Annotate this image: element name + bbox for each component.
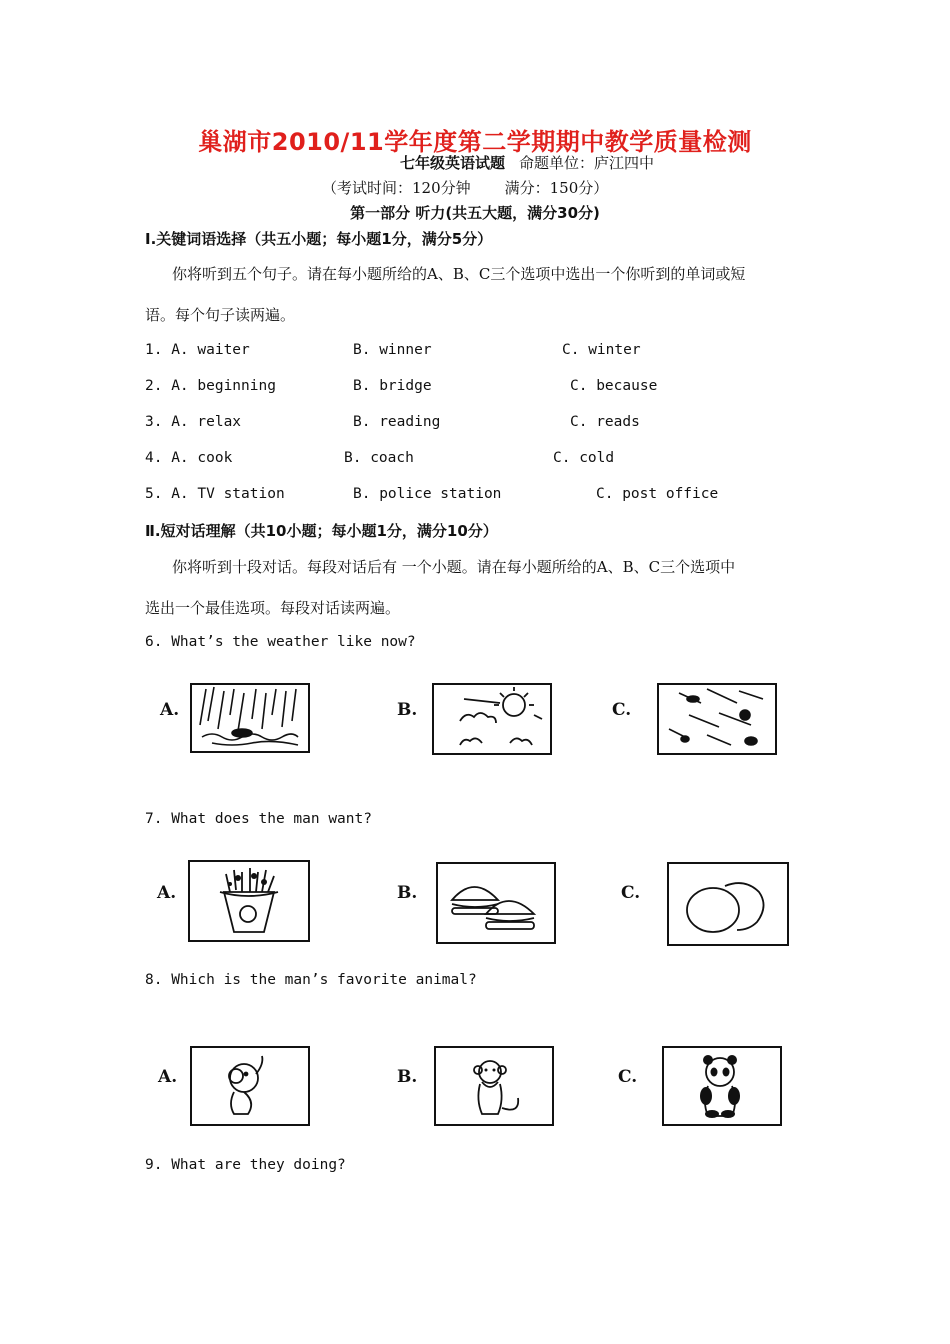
question-5 (145, 486, 865, 506)
q1-option-a[interactable]: 1. A. waiter (145, 342, 250, 358)
question-2 (145, 378, 845, 398)
q6-label-a[interactable]: A. (160, 700, 180, 720)
q5-option-b[interactable]: B. police station (353, 486, 502, 502)
q8-label-c[interactable]: C. (618, 1067, 638, 1087)
question-9: 9. What are they doing? (145, 1157, 346, 1173)
panda-icon (664, 1048, 780, 1124)
question-4 (145, 450, 845, 470)
q8-label-b[interactable]: B. (397, 1067, 418, 1087)
rain-icon (192, 685, 308, 751)
q1-option-b[interactable]: B. winner (353, 342, 432, 358)
part-one-heading: 第一部分 听力(共五大题，满分30分) (350, 204, 600, 222)
q7-label-c[interactable]: C. (621, 883, 641, 903)
monkey-icon (436, 1048, 552, 1124)
section2-heading: Ⅱ.短对话理解（共10小题；每小题1分，满分10分） (145, 522, 498, 540)
question-1 (145, 342, 845, 362)
exam-subject: 七年级英语试题 (400, 154, 506, 172)
page-title: 巢湖市2010/11学年度第二学期期中教学质量检测 (198, 128, 752, 156)
section1-heading: Ⅰ.关键词语选择（共五小题；每小题1分，满分5分） (145, 230, 493, 248)
elephant-icon (192, 1048, 308, 1124)
question-6: 6. What’s the weather like now? (145, 634, 416, 650)
q4-option-b[interactable]: B. coach (344, 450, 414, 466)
question-8: 8. Which is the man’s favorite animal? (145, 972, 477, 988)
wind-icon (659, 685, 775, 753)
monkey-picture[interactable] (434, 1046, 554, 1126)
q1-option-c[interactable]: C. winter (562, 342, 641, 358)
rainy-picture[interactable] (190, 683, 310, 753)
eggs-picture[interactable] (667, 862, 789, 946)
q2-option-c[interactable]: C. because (570, 378, 658, 394)
question-7: 7. What does the man want? (145, 811, 372, 827)
q6-label-b[interactable]: B. (397, 700, 418, 720)
q3-option-a[interactable]: 3. A. relax (145, 414, 242, 430)
q4-option-c[interactable]: C. cold (553, 450, 615, 466)
author-unit: 命题单位：庐江四中 (519, 154, 655, 172)
full-score: 满分：150分） (504, 179, 609, 197)
exam-subtitle (400, 152, 654, 173)
q5-option-c[interactable]: C. post office (596, 486, 719, 502)
q4-option-a[interactable]: 4. A. cook (145, 450, 233, 466)
q6-label-c[interactable]: C. (612, 700, 632, 720)
panda-picture[interactable] (662, 1046, 782, 1126)
q7-label-a[interactable]: A. (157, 883, 177, 903)
elephant-picture[interactable] (190, 1046, 310, 1126)
fries-picture[interactable] (188, 860, 310, 942)
q2-option-a[interactable]: 2. A. beginning (145, 378, 276, 394)
exam-time: （考试时间：120分钟 (322, 179, 471, 197)
q3-option-b[interactable]: B. reading (353, 414, 441, 430)
hamburgers-picture[interactable] (436, 862, 556, 944)
section1-instruction-2: 语。每个句子读两遍。 (145, 306, 296, 324)
q8-label-a[interactable]: A. (158, 1067, 178, 1087)
section2-instruction-1: 你将听到十段对话。每段对话后有 一个小题。请在每小题所给的A、B、C三个选项中 (172, 558, 736, 576)
q3-option-c[interactable]: C. reads (570, 414, 640, 430)
q7-label-b[interactable]: B. (397, 883, 418, 903)
hamburger-icon (438, 864, 554, 942)
sun-icon (434, 685, 550, 753)
windy-picture[interactable] (657, 683, 777, 755)
q5-option-a[interactable]: 5. A. TV station (145, 486, 285, 502)
q2-option-b[interactable]: B. bridge (353, 378, 432, 394)
sunny-picture[interactable] (432, 683, 552, 755)
question-3 (145, 414, 845, 434)
eggs-icon (669, 864, 787, 944)
section2-instruction-2: 选出一个最佳选项。每段对话读两遍。 (145, 599, 401, 617)
section1-instruction-1: 你将听到五个句子。请在每小题所给的A、B、C三个选项中选出一个你听到的单词或短 (172, 265, 746, 283)
exam-info (322, 177, 608, 198)
fries-icon (190, 862, 308, 940)
